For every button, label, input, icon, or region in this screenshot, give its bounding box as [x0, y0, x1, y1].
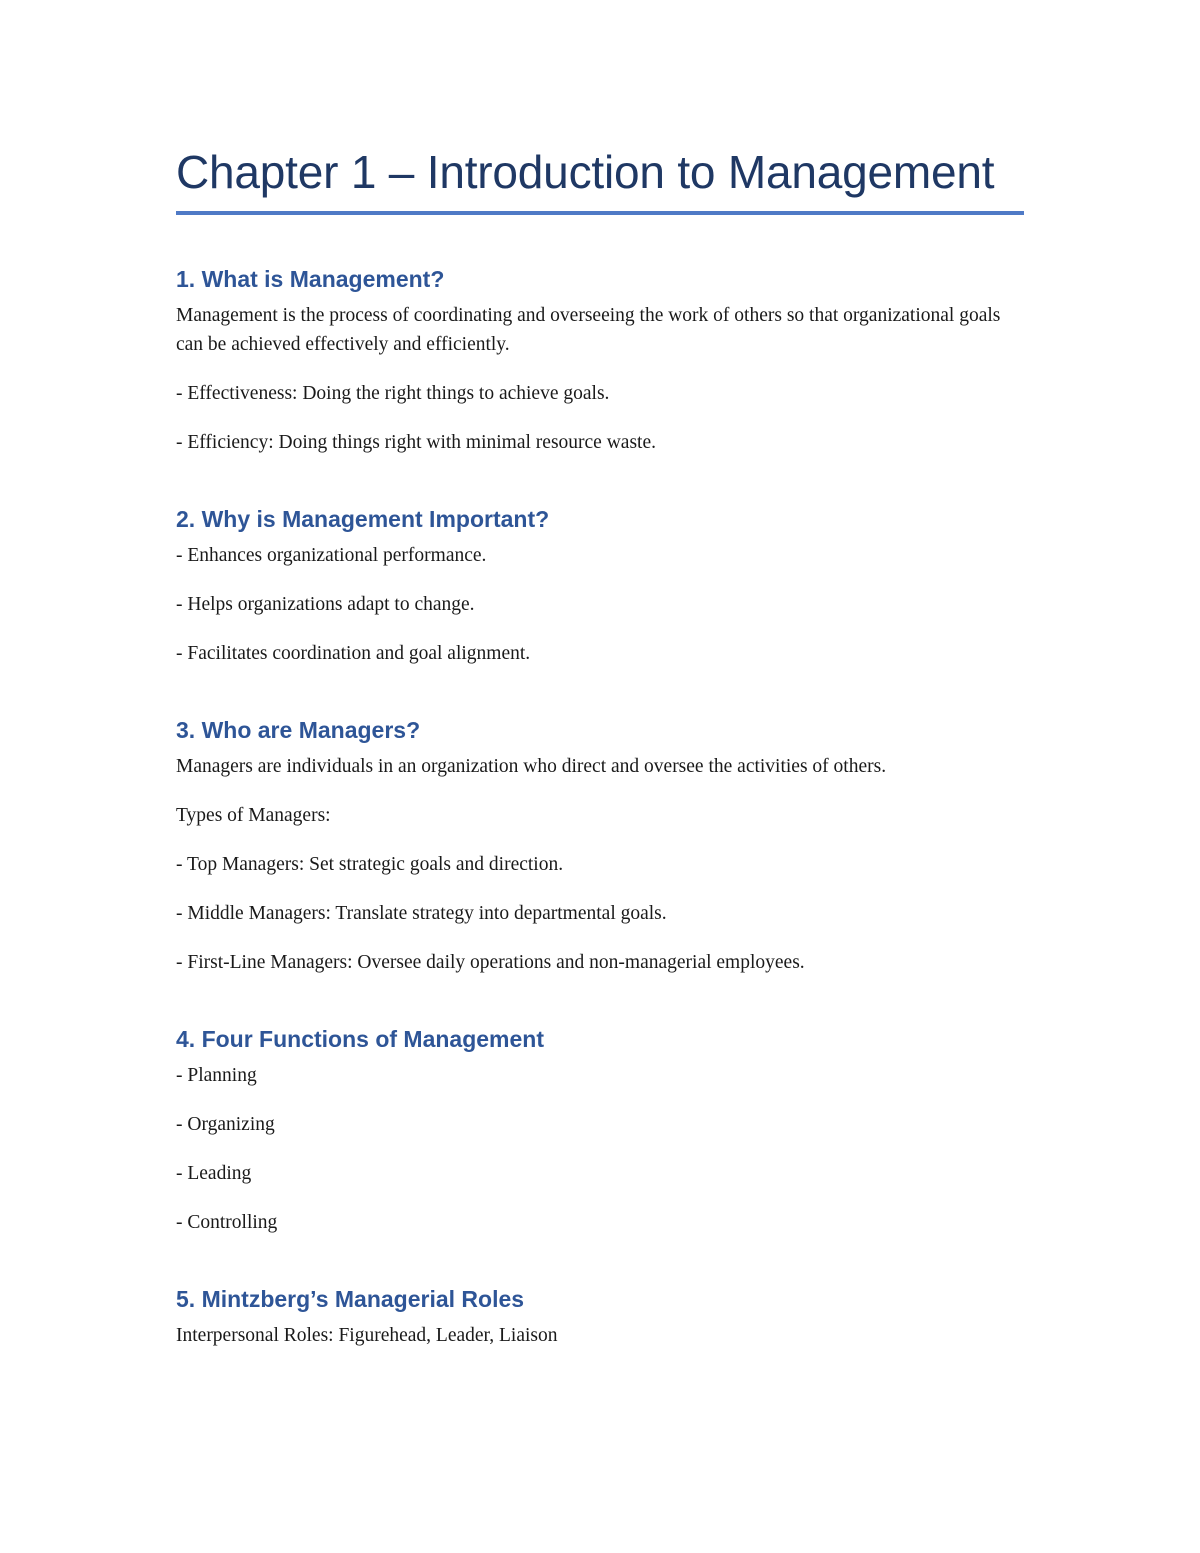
bullet-line: - Leading: [176, 1163, 252, 1184]
types-of-managers-label: Types of Managers:: [176, 805, 331, 826]
bullet-line: - Efficiency: Doing things right with minimal resource waste.: [176, 432, 656, 453]
bullet-line: - Enhances organizational performance.: [176, 545, 487, 566]
section-heading: 4. Four Functions of Management: [176, 1026, 545, 1052]
section-heading: 5. Mintzberg’s Managerial Roles: [176, 1286, 525, 1312]
section-heading: 2. Why is Management Important?: [176, 506, 550, 532]
bullet-line: - First-Line Managers: Oversee daily operations and non-managerial employees.: [176, 952, 805, 973]
document-content: [176, 142, 1026, 1350]
section-four-functions: [176, 1023, 1026, 1237]
bullet-line: Interpersonal Roles: Figurehead, Leader, Liaison: [176, 1325, 558, 1346]
section-what-is-management: [176, 263, 1026, 457]
bullet-line: - Controlling: [176, 1212, 278, 1233]
document-title: Chapter 1 – Introduction to Management: [176, 146, 995, 198]
section-heading: 1. What is Management?: [176, 266, 445, 292]
section-mintzberg-roles: [176, 1283, 1026, 1350]
bullet-line: - Planning: [176, 1065, 257, 1086]
bullet-line: - Helps organizations adapt to change.: [176, 594, 475, 615]
bullet-line: - Middle Managers: Translate strategy into departmental goals.: [176, 903, 667, 924]
section-paragraph: Managers are individuals in an organization who direct and oversee the activities of others.: [176, 756, 887, 777]
title-underline: [176, 211, 1024, 215]
bullet-line: - Organizing: [176, 1114, 275, 1135]
bullet-line: - Effectiveness: Doing the right things to achieve goals.: [176, 383, 610, 404]
section-who-are-managers: [176, 714, 1026, 977]
section-heading: 3. Who are Managers?: [176, 717, 421, 743]
bullet-line: - Top Managers: Set strategic goals and direction.: [176, 854, 564, 875]
section-paragraph: Management is the process of coordinating and overseeing the work of others so that organizational goals can be achieved effectively and efficiently.: [176, 305, 1001, 355]
section-why-management-important: [176, 503, 1026, 668]
bullet-line: - Facilitates coordination and goal alignment.: [176, 643, 531, 664]
